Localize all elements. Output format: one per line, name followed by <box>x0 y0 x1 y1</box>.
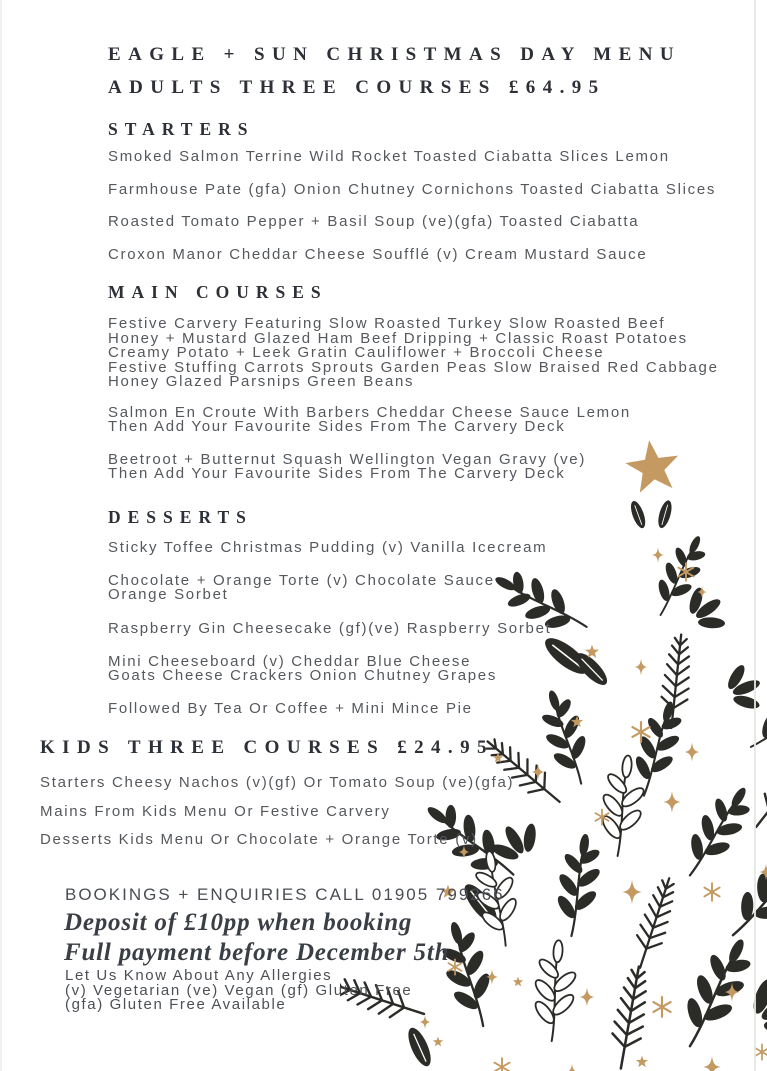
menu-item-line: Goats Cheese Crackers Onion Chutney Grapes <box>108 666 498 684</box>
menu-item-line: Raspberry Gin Cheesecake (gf)(ve) Raspberry Sorbet <box>108 619 552 637</box>
menu-item-line: Followed By Tea Or Coffee + Mini Mince Pie <box>108 700 473 717</box>
menu-item: Desserts Kids Menu Or Chocolate + Orange Torte (v) <box>40 831 478 848</box>
note-line: Let Us Know About Any Allergies <box>65 967 333 984</box>
menu-item: Smoked Salmon Terrine Wild Rocket Toasted Ciabatta Slices Lemon <box>108 148 670 165</box>
menu-item-line: Then Add Your Favourite Sides From The Carvery Deck <box>108 418 566 435</box>
menu-item-line: Honey Glazed Parsnips Green Beans <box>108 373 415 390</box>
deposit-line: Full payment before December 5th <box>64 938 450 966</box>
menu-item-line: Beetroot + Butternut Squash Wellington Vegan Gravy (ve) <box>108 450 587 468</box>
menu-item-line: Then Add Your Favourite Sides From The Carvery Deck <box>108 465 566 482</box>
menu-item-line: Sticky Toffee Christmas Pudding (v) Vanilla Icecream <box>108 539 548 556</box>
menu-item: Roasted Tomato Pepper + Basil Soup (ve)(gfa) Toasted Ciabatta <box>108 213 640 230</box>
page-left-edge <box>0 0 2 1071</box>
desserts-heading: DESSERTS <box>108 507 253 527</box>
menu-item <box>108 403 719 435</box>
mains-heading: MAIN COURSES <box>108 282 328 302</box>
starters-list <box>108 149 716 279</box>
menu-item-line: Honey + Mustard Glazed Ham Beef Dripping + Classic Roast Potatoes <box>108 329 688 347</box>
menu-item <box>108 540 551 555</box>
starters-heading: STARTERS <box>108 119 255 139</box>
menu-item: Farmhouse Pate (gfa) Onion Chutney Cornichons Toasted Ciabatta Slices <box>108 180 717 198</box>
menu-item <box>108 621 551 636</box>
dietary-notes <box>65 969 412 1013</box>
menu-item-line: Mini Cheeseboard (v) Cheddar Blue Cheese <box>108 652 472 670</box>
menu-item <box>108 450 719 482</box>
menu-item-line: Orange Sorbet <box>108 586 229 603</box>
menu-item <box>108 317 719 390</box>
kids-list <box>40 775 514 861</box>
note-line: (v) Vegetarian (ve) Vegan (gf) Gluten Free <box>65 981 413 999</box>
deposit-line: Deposit of £10pp when booking <box>64 909 413 936</box>
page-right-edge <box>754 0 756 1071</box>
menu-item-line: Salmon En Croute With Barbers Cheddar Cheese Sauce Lemon <box>108 403 631 421</box>
mains-list <box>108 317 719 498</box>
deposit-terms <box>64 908 449 967</box>
menu-title: EAGLE + SUN CHRISTMAS DAY MENU <box>108 44 681 65</box>
note-line: (gfa) Gluten Free Available <box>65 996 287 1013</box>
menu-item-line: Festive Carvery Featuring Slow Roasted Turkey Slow Roasted Beef <box>108 315 666 332</box>
menu-item: Croxon Manor Cheddar Cheese Soufflé (v) Cream Mustard Sauce <box>108 245 648 263</box>
menu-item <box>108 573 551 603</box>
menu-item: Mains From Kids Menu Or Festive Carvery <box>40 802 391 820</box>
bookings-phone-line: BOOKINGS + ENQUIRIES CALL 01905 799266 <box>65 885 505 904</box>
desserts-list <box>108 540 551 734</box>
menu-item-line: Festive Stuffing Carrots Sprouts Garden Peas Slow Braised Red Cabbage <box>108 358 719 376</box>
menu-subtitle-adults-price: ADULTS THREE COURSES £64.95 <box>108 77 606 98</box>
kids-heading-price: KIDS THREE COURSES £24.95 <box>40 737 494 758</box>
menu-item-line: Creamy Potato + Leek Gratin Cauliflower + Broccoli Cheese <box>108 344 605 361</box>
menu-item <box>108 654 551 684</box>
menu-item-line: Chocolate + Orange Torte (v) Chocolate Sauce <box>108 572 495 589</box>
menu-item: Starters Cheesy Nachos (v)(gf) Or Tomato Soup (ve)(gfa) <box>40 774 515 791</box>
menu-item <box>108 701 551 716</box>
